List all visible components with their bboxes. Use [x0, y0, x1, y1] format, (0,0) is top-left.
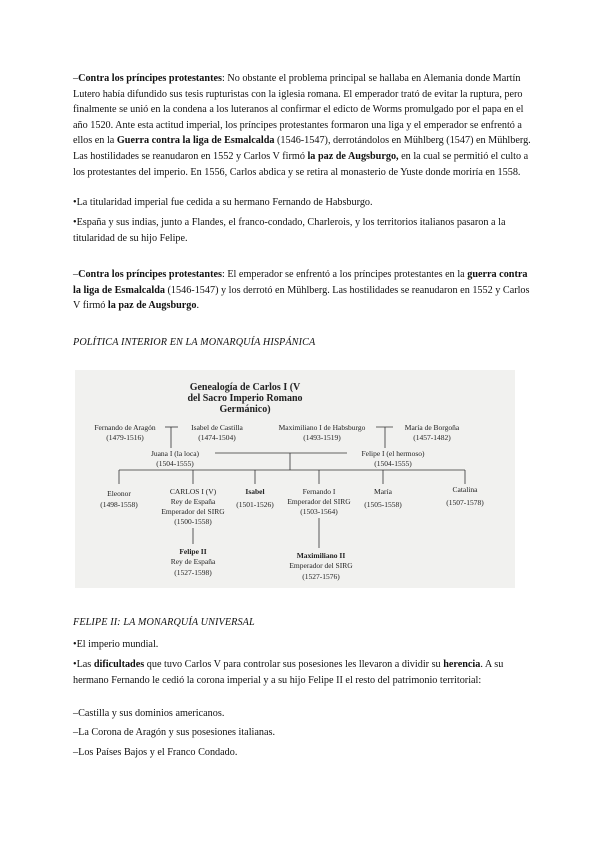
- node-felipe-ii-title: Rey de España: [170, 557, 216, 566]
- node-catalina-years: (1507-1578): [446, 498, 484, 507]
- list-item-dificultades: [73, 657, 533, 688]
- node-carlos-i-title1: Rey de España: [170, 497, 216, 506]
- node-fernando-i-title: Emperador del SIRG: [287, 497, 351, 506]
- node-maximiliano-i: Maximiliano I de Habsburgo: [278, 423, 366, 432]
- node-maximiliano-ii-title: Emperador del SIRG: [289, 561, 353, 570]
- node-fernando-i: Fernando I: [302, 487, 336, 496]
- bold-term: herencia: [443, 659, 481, 670]
- node-carlos-i: CARLOS I (V): [169, 487, 217, 496]
- genealogy-tree: [75, 370, 515, 588]
- node-juana-i-years: (1504-1555): [156, 459, 194, 468]
- dash: –: [73, 73, 79, 84]
- node-juana-i: Juana I (la loca): [150, 449, 200, 458]
- bold-term: la paz de Augsburgo: [107, 300, 197, 312]
- text: : El emperador se enfrentó a los príncipes protestantes en la: [221, 269, 468, 280]
- node-felipe-i-years: (1504-1555): [374, 459, 412, 468]
- node-maximiliano-ii-years: (1527-1576): [302, 572, 340, 581]
- node-maximiliano-i-years: (1493-1519): [303, 433, 341, 442]
- chart-title-line1: Genealogía de Carlos I (V: [189, 382, 301, 393]
- node-isabel-years: (1501-1526): [236, 500, 274, 509]
- paragraph-summary: [73, 267, 533, 314]
- text: .: [196, 300, 200, 312]
- bold-term: guerra contra la liga de Esmalcalda: [73, 269, 528, 296]
- dash: –: [73, 269, 79, 280]
- bold-lead: Contra los príncipes protestantes: [78, 73, 222, 84]
- heading-felipe-ii: FELIPE II: LA MONARQUÍA UNIVERSAL: [73, 617, 255, 628]
- bold-term: la paz de Augsburgo,: [307, 150, 399, 162]
- node-fernando-aragon-years: (1479-1516): [106, 433, 144, 442]
- list-item-castilla: –Castilla y sus dominios americanos.: [73, 708, 225, 719]
- node-isabel: Isabel: [245, 487, 265, 496]
- node-maria: María: [374, 487, 392, 496]
- heading-politica-interior: POLÍTICA INTERIOR EN LA MONARQUÍA HISPÁNICA: [73, 337, 316, 348]
- node-felipe-ii-years: (1527-1598): [174, 568, 212, 577]
- node-isabel-castilla: Isabel de Castilla: [191, 423, 243, 432]
- node-fernando-i-years: (1503-1564): [300, 507, 338, 516]
- paragraph-carlos-protestants: [73, 71, 533, 180]
- node-maria-years: (1505-1558): [364, 500, 402, 509]
- node-carlos-i-title2: Emperador del SIRG: [161, 507, 225, 516]
- node-carlos-i-years: (1500-1558): [174, 517, 212, 526]
- node-isabel-castilla-years: (1474-1504): [198, 433, 236, 442]
- node-maximiliano-ii: Maximiliano II: [296, 551, 346, 560]
- node-catalina: Catalina: [452, 485, 478, 494]
- node-eleonor-years: (1498-1558): [100, 500, 138, 509]
- text: que tuvo Carlos V para controlar sus posesiones les llevaron a dividir su: [144, 659, 444, 670]
- chart-title-line3: Germánico): [219, 404, 271, 415]
- bullet-imperial-title: •La titularidad imperial fue cedida a su hermano Fernando de Habsburgo.: [73, 197, 373, 208]
- bold-lead: Contra los príncipes protestantes: [78, 269, 222, 280]
- text: (1546-1547) y los derrotó en Mühlberg. Las hostilidades se reanudaron en 1552 y Carlos V firmó: [73, 284, 530, 312]
- node-felipe-i: Felipe I (el hermoso): [361, 449, 425, 458]
- node-fernando-aragon: Fernando de Aragón: [94, 423, 156, 432]
- node-maria-borgona: María de Borgoña: [404, 423, 460, 432]
- text: (1546-1547), derrotándolos en Mühlberg (1547) en Mühlberg. Las hostilidades se reanudaron en 1552 y Carlos V firmó: [73, 135, 531, 162]
- list-item-paises-bajos: –Los Países Bajos y el Franco Condado.: [73, 747, 238, 758]
- chart-title-line2: del Sacro Imperio Romano: [187, 393, 303, 404]
- text: : No obstante el problema principal se hallaba en Alemania donde Martín Lutero había difundido sus tesis rupturistas con la iglesia romana. El emperador trató de evitar la ruptura, pero finalmente se unió en la condena a los luteranos al confirmar el edicto de Worms promulgado por el papa en el año 1520. Ante esta actitud imperial, los príncipes protestantes formaron una liga y el emperador se enfrentó a ellos en la: [73, 73, 524, 147]
- node-maria-borgona-years: (1457-1482): [413, 433, 451, 442]
- bullet-spain-territories: •España y sus indias, junto a Flandes, el franco-condado, Charlerois, y los territorios italianos pasaron a la titularidad de su hijo Felipe.: [73, 217, 506, 244]
- node-felipe-ii: Felipe II: [179, 547, 207, 556]
- genealogy-chart: [75, 370, 515, 588]
- text: •Las: [73, 659, 94, 670]
- list-item-imperio: •El imperio mundial.: [73, 639, 159, 650]
- bold-term: Guerra contra la liga de Esmalcalda: [116, 135, 275, 147]
- list-item-aragon: –La Corona de Aragón y sus posesiones italianas.: [73, 727, 276, 738]
- node-eleonor: Eleonor: [107, 489, 131, 498]
- text: en la cual se permitió el culto a los protestantes del imperio. En 1556, Carlos abdica y se retira al monasterio de Yuste donde moriría en 1558.: [73, 150, 529, 178]
- text: . A su hermano Fernando le cedió la corona imperial y a su hijo Felipe II el resto del patrimonio territorial:: [73, 659, 504, 686]
- bold-term: dificultades: [93, 659, 145, 670]
